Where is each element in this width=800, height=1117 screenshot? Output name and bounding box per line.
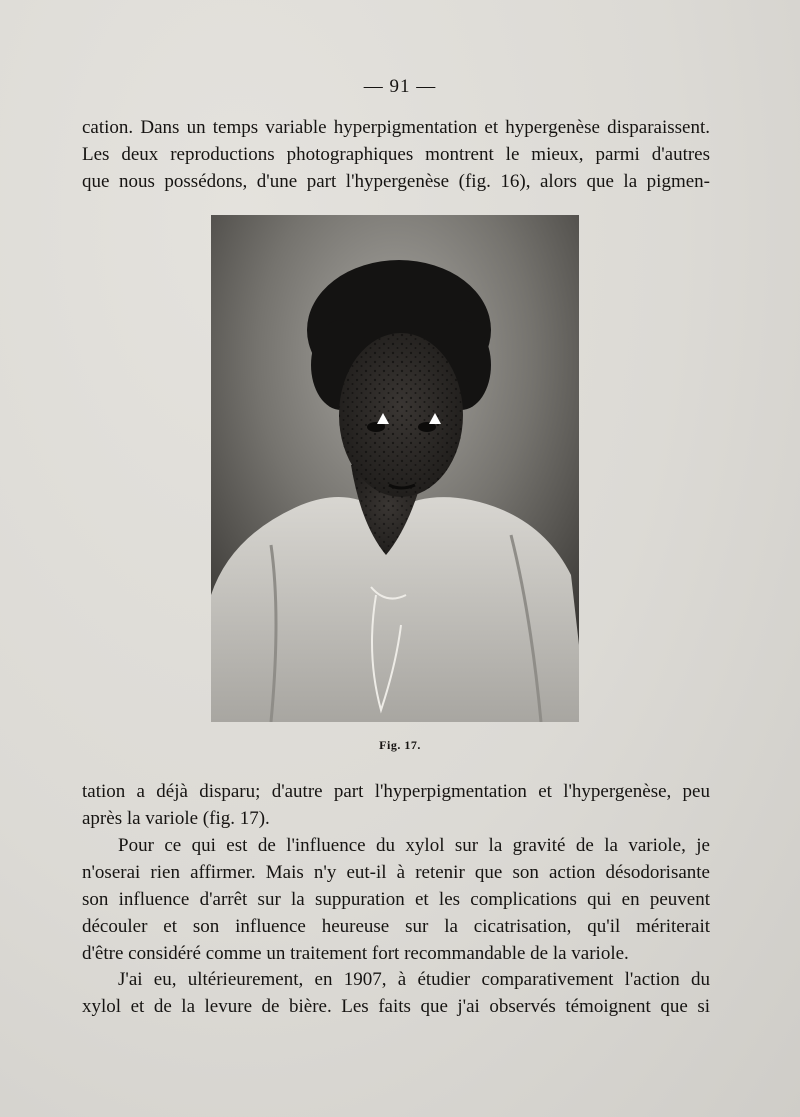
text-line: d'être considéré comme un traitement fort recommandable de la variole. bbox=[82, 943, 629, 964]
triangle-marker bbox=[429, 413, 441, 424]
portrait-photograph bbox=[211, 215, 579, 722]
paragraph-3 bbox=[82, 832, 710, 967]
text-line: Les deux reproductions photographiques montrent le mieux, parmi d'autres bbox=[82, 144, 710, 165]
figure-caption: Fig. 17. bbox=[379, 738, 421, 752]
text-line: Pour ce qui est de l'influence du xylol sur la gravité de la variole, je bbox=[118, 835, 710, 856]
text-line: que nous possédons, d'une part l'hypergenèse (fig. 16), alors que la pigmen- bbox=[82, 171, 710, 192]
text-line: xylol et de la levure de bière. Les faits que j'ai observés témoignent que si bbox=[82, 996, 710, 1017]
portrait-image bbox=[211, 215, 579, 722]
text-line: n'oserai rien affirmer. Mais n'y eut-il à retenir que son action désodorisante bbox=[82, 862, 710, 883]
page-number: — 91 — bbox=[363, 76, 437, 97]
text-line: découler et son influence heureuse sur la cicatrisation, qu'il mériterait bbox=[82, 916, 710, 937]
paragraph-2 bbox=[82, 778, 710, 832]
text-line: son influence d'arrêt sur la suppuration et les complications qui en peuvent bbox=[82, 889, 710, 910]
text-line: J'ai eu, ultérieurement, en 1907, à étudier comparativement l'action du bbox=[118, 969, 710, 990]
text-line: tation a déjà disparu; d'autre part l'hyperpigmentation et l'hypergenèse, peu bbox=[82, 781, 710, 802]
paragraph-4 bbox=[82, 966, 710, 1020]
text-line: après la variole (fig. 17). bbox=[82, 808, 270, 829]
text-line: cation. Dans un temps variable hyperpigmentation et hypergenèse disparaissent. bbox=[82, 117, 710, 138]
paragraph-1 bbox=[82, 114, 710, 195]
triangle-marker bbox=[377, 413, 389, 424]
